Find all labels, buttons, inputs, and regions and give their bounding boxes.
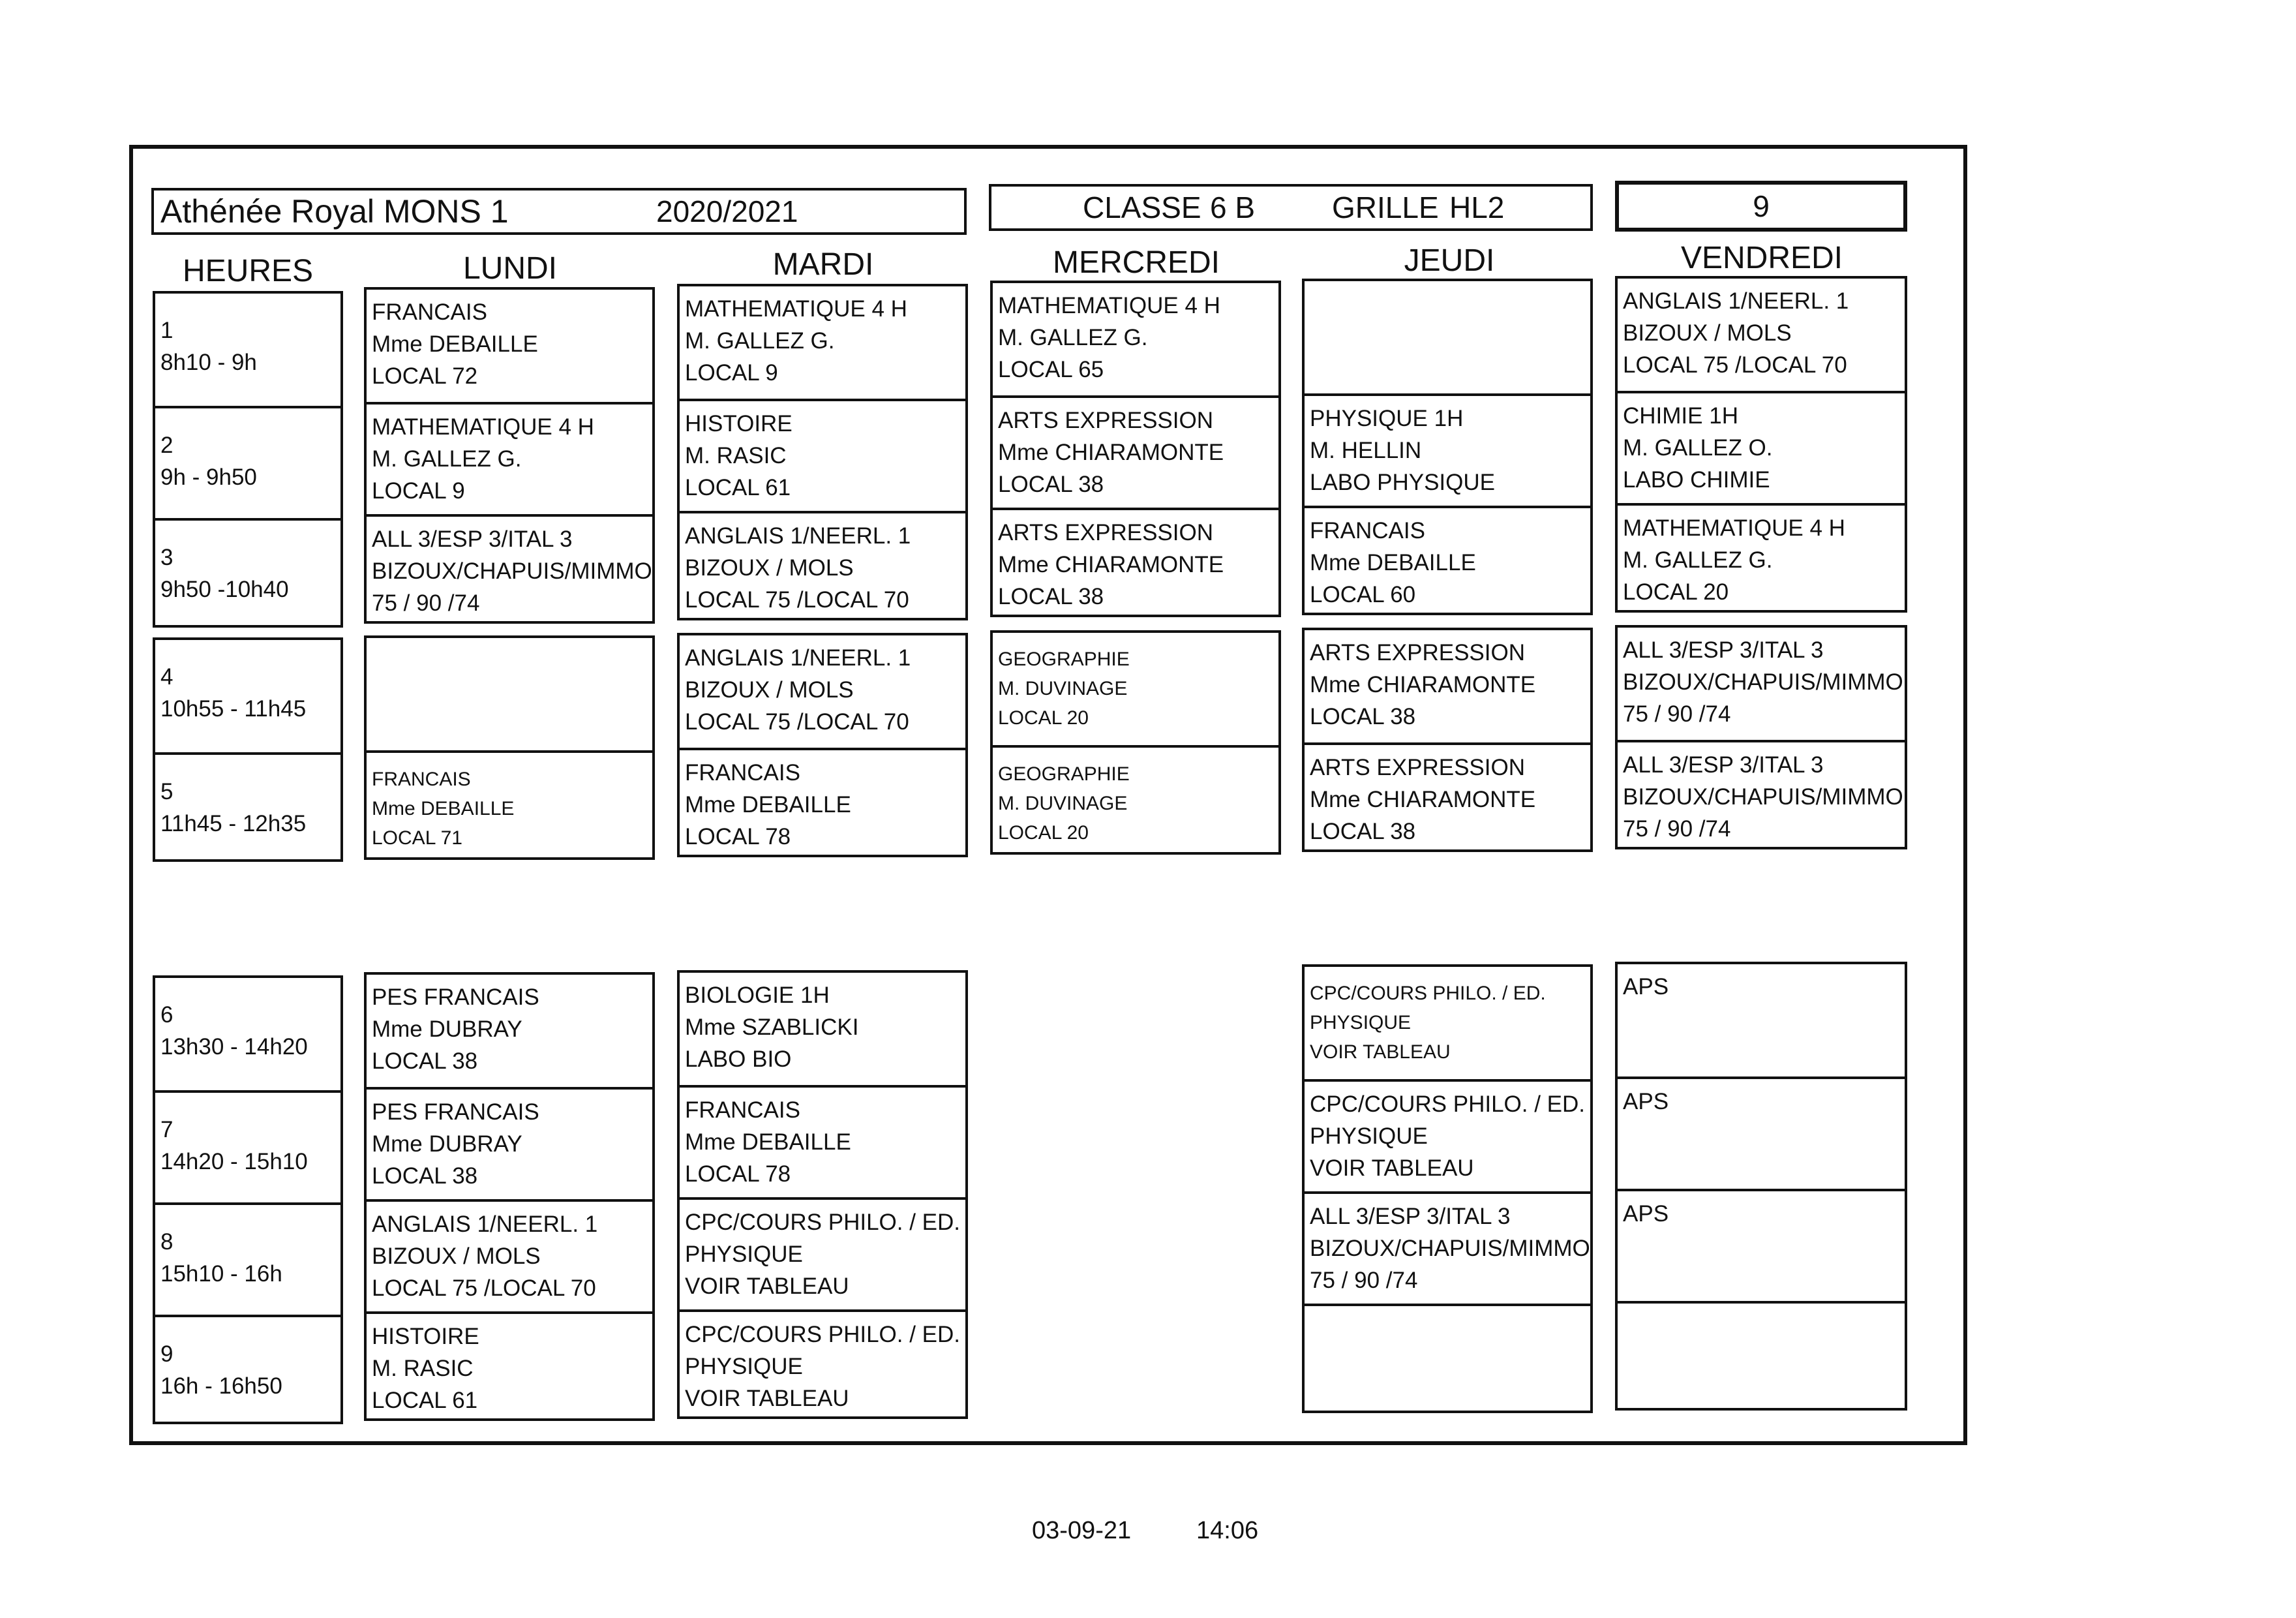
- day-mardi: MARDI: [772, 247, 874, 282]
- jeudi-block: [1302, 279, 1593, 615]
- lesson-subject: HISTOIRE: [372, 1324, 479, 1349]
- lesson-cell-lundi: [367, 975, 652, 1087]
- lesson-teacher: Mme CHIARAMONTE: [998, 552, 1224, 577]
- lesson-cell-mercredi: [993, 508, 1278, 620]
- lesson-room: VOIR TABLEAU: [685, 1386, 849, 1411]
- hour-number: 3: [160, 545, 174, 570]
- lesson-cell-jeudi: [1305, 393, 1590, 506]
- lesson-room: LOCAL 61: [685, 475, 791, 500]
- lesson-cell-mardi: [680, 1309, 965, 1422]
- lesson-cell-jeudi: [1305, 630, 1590, 742]
- lesson-subject: CPC/COURS PHILO. / ED.: [1310, 1091, 1586, 1117]
- lesson-cell-vendredi: [1618, 1076, 1905, 1189]
- hour-number: 1: [160, 318, 174, 343]
- jeudi-block: [1302, 628, 1593, 852]
- lesson-teacher: M. GALLEZ G.: [998, 325, 1148, 350]
- lesson-teacher: PHYSIQUE: [685, 1354, 803, 1379]
- lesson-cell-mercredi: [993, 745, 1278, 857]
- lesson-cell-mardi: [680, 399, 965, 511]
- print-date: 03-09-21: [1032, 1517, 1132, 1544]
- lesson-teacher: PHYSIQUE: [1310, 1012, 1412, 1033]
- hour-time: 10h55 - 11h45: [160, 696, 307, 722]
- lesson-teacher: M. GALLEZ O.: [1623, 435, 1773, 461]
- lesson-room: LOCAL 20: [998, 822, 1089, 844]
- lesson-subject: BIOLOGIE 1H: [685, 983, 830, 1008]
- lesson-cell-mercredi: [993, 633, 1278, 745]
- lesson-room: LOCAL 61: [372, 1388, 478, 1413]
- lesson-subject: ARTS EXPRESSION: [1310, 640, 1526, 665]
- lesson-cell-vendredi: [1618, 740, 1905, 852]
- lesson-cell-mardi: [680, 973, 965, 1085]
- lesson-subject: MATHEMATIQUE 4 H: [1623, 515, 1845, 541]
- hour-time: 11h45 - 12h35: [160, 811, 307, 836]
- vendredi-block: [1615, 962, 1907, 1411]
- day-vendredi: VENDREDI: [1680, 241, 1843, 275]
- lesson-subject: MATHEMATIQUE 4 H: [685, 296, 907, 322]
- hour-time: 16h - 16h50: [160, 1373, 282, 1399]
- lesson-subject: CPC/COURS PHILO. / ED.: [1310, 983, 1546, 1004]
- lesson-room: LOCAL 65: [998, 357, 1104, 382]
- lesson-cell-vendredi: [1618, 964, 1905, 1076]
- lesson-cell-vendredi: [1618, 1301, 1905, 1413]
- day-mercredi: MERCREDI: [1052, 245, 1220, 280]
- lesson-cell-lundi: [367, 1311, 652, 1424]
- lesson-cell-lundi: [367, 1087, 652, 1199]
- lesson-teacher: M. GALLEZ G.: [1623, 547, 1773, 573]
- lesson-cell-vendredi: [1618, 1189, 1905, 1301]
- lesson-teacher: M. DUVINAGE: [998, 793, 1128, 814]
- grid-label: GRILLE: [1332, 191, 1439, 224]
- lesson-teacher: BIZOUX/CHAPUIS/MIMMO: [1310, 1236, 1590, 1261]
- lesson-cell-jeudi: [1305, 281, 1590, 393]
- lesson-room: LOCAL 38: [372, 1048, 478, 1074]
- lesson-room: LOCAL 75 /LOCAL 70: [685, 587, 909, 613]
- lesson-room: LOCAL 38: [1310, 819, 1416, 844]
- lesson-cell-mardi: [680, 511, 965, 623]
- hour-time: 8h10 - 9h: [160, 350, 257, 375]
- lesson-cell-mercredi: [993, 395, 1278, 508]
- lesson-room: LOCAL 75 /LOCAL 70: [372, 1275, 596, 1301]
- lesson-subject: ANGLAIS 1/NEERL. 1: [1623, 288, 1849, 314]
- lesson-subject: FRANCAIS: [372, 299, 487, 325]
- lesson-subject: ANGLAIS 1/NEERL. 1: [685, 523, 911, 549]
- print-time: 14:06: [1196, 1517, 1259, 1544]
- hour-number: 4: [160, 664, 174, 690]
- lesson-room: VOIR TABLEAU: [1310, 1041, 1451, 1063]
- lesson-teacher: Mme SZABLICKI: [685, 1015, 859, 1040]
- lesson-room: LOCAL 9: [372, 478, 465, 504]
- heures-block: [153, 291, 343, 628]
- lesson-cell-jeudi: [1305, 506, 1590, 618]
- hour-cell: [155, 752, 340, 864]
- hour-cell: [155, 640, 340, 752]
- jeudi-block: [1302, 964, 1593, 1413]
- lesson-subject: GEOGRAPHIE: [998, 763, 1130, 785]
- lesson-room: LOCAL 72: [372, 363, 478, 389]
- lesson-cell-lundi: [367, 402, 652, 514]
- lesson-cell-vendredi: [1618, 503, 1905, 615]
- lesson-subject: PES FRANCAIS: [372, 985, 539, 1010]
- lesson-cell-jeudi: [1305, 742, 1590, 855]
- mercredi-block: [990, 630, 1281, 855]
- hour-number: 2: [160, 433, 174, 458]
- lesson-teacher: BIZOUX / MOLS: [685, 555, 854, 581]
- lesson-teacher: Mme DUBRAY: [372, 1016, 522, 1042]
- hour-time: 13h30 - 14h20: [160, 1034, 308, 1060]
- lesson-room: LABO CHIMIE: [1623, 467, 1770, 493]
- lesson-subject: PES FRANCAIS: [372, 1099, 539, 1125]
- hour-cell: [155, 294, 340, 406]
- lesson-cell-mardi: [680, 635, 965, 748]
- lesson-cell-vendredi: [1618, 391, 1905, 503]
- lesson-subject: ANGLAIS 1/NEERL. 1: [372, 1212, 598, 1237]
- hour-time: 14h20 - 15h10: [160, 1149, 308, 1174]
- lesson-cell-jeudi: [1305, 1079, 1590, 1191]
- heures-block: [153, 637, 343, 862]
- lesson-subject: CPC/COURS PHILO. / ED.: [685, 1210, 961, 1235]
- lesson-subject: FRANCAIS: [685, 760, 800, 786]
- lesson-teacher: M. DUVINAGE: [998, 678, 1128, 699]
- hour-cell: [155, 518, 340, 630]
- day-jeudi: JEUDI: [1404, 243, 1495, 278]
- lesson-teacher: BIZOUX / MOLS: [372, 1244, 541, 1269]
- lesson-teacher: Mme DEBAILLE: [372, 798, 515, 819]
- lesson-subject: MATHEMATIQUE 4 H: [372, 414, 594, 440]
- vendredi-block: [1615, 276, 1907, 613]
- hour-number: 7: [160, 1117, 174, 1142]
- hour-time: 9h50 -10h40: [160, 577, 289, 602]
- lesson-teacher: M. RASIC: [685, 443, 787, 468]
- lesson-teacher: M. GALLEZ G.: [372, 446, 522, 472]
- lesson-cell-vendredi: [1618, 628, 1905, 740]
- lesson-teacher: Mme DEBAILLE: [372, 331, 538, 357]
- lesson-subject: CPC/COURS PHILO. / ED.: [685, 1322, 961, 1347]
- hour-cell: [155, 1202, 340, 1315]
- mercredi-block: [990, 281, 1281, 617]
- lesson-subject: APS: [1623, 1089, 1669, 1114]
- school-header: [151, 188, 967, 235]
- lesson-room: LOCAL 20: [998, 707, 1089, 729]
- lesson-teacher: M. RASIC: [372, 1356, 474, 1381]
- hour-number: 8: [160, 1229, 174, 1255]
- lesson-room: LOCAL 60: [1310, 582, 1416, 607]
- lesson-subject: ALL 3/ESP 3/ITAL 3: [372, 527, 573, 552]
- lesson-subject: CHIMIE 1H: [1623, 403, 1738, 429]
- lesson-cell-jeudi: [1305, 967, 1590, 1079]
- lesson-cell-lundi: [367, 750, 652, 862]
- lesson-room: LOCAL 38: [998, 584, 1104, 609]
- lesson-teacher: PHYSIQUE: [1310, 1123, 1428, 1149]
- lesson-teacher: Mme DEBAILLE: [685, 792, 851, 817]
- lesson-room: LOCAL 9: [685, 360, 778, 386]
- lesson-subject: GEOGRAPHIE: [998, 649, 1130, 670]
- mardi-block: [677, 970, 968, 1419]
- lesson-teacher: Mme DEBAILLE: [685, 1129, 851, 1155]
- lesson-subject: ALL 3/ESP 3/ITAL 3: [1623, 637, 1824, 663]
- lesson-cell-lundi: [367, 514, 652, 626]
- lundi-block: [364, 287, 655, 624]
- hour-cell: [155, 978, 340, 1090]
- lesson-room: 75 / 90 /74: [1310, 1268, 1418, 1293]
- hour-number: 9: [160, 1341, 174, 1367]
- lesson-room: 75 / 90 /74: [1623, 816, 1731, 842]
- lundi-block: [364, 972, 655, 1421]
- lesson-room: VOIR TABLEAU: [1310, 1155, 1474, 1181]
- class-label: CLASSE: [1083, 191, 1201, 224]
- hour-cell: [155, 406, 340, 518]
- lesson-teacher: PHYSIQUE: [685, 1242, 803, 1267]
- hour-time: 15h10 - 16h: [160, 1261, 282, 1287]
- lesson-room: LOCAL 75 /LOCAL 70: [685, 709, 909, 735]
- lesson-cell-lundi: [367, 1199, 652, 1311]
- lesson-subject: HISTOIRE: [685, 411, 793, 436]
- lesson-cell-lundi: [367, 638, 652, 750]
- day-lundi: LUNDI: [462, 251, 558, 286]
- mardi-block: [677, 284, 968, 620]
- lesson-cell-mardi: [680, 286, 965, 399]
- lesson-room: LOCAL 75 /LOCAL 70: [1623, 352, 1847, 378]
- lundi-block: [364, 635, 655, 860]
- lesson-room: LABO BIO: [685, 1046, 792, 1072]
- hour-time: 9h - 9h50: [160, 465, 257, 490]
- lesson-room: LABO PHYSIQUE: [1310, 470, 1495, 495]
- school-year: 2020/2021: [656, 194, 798, 228]
- lesson-room: LOCAL 71: [372, 827, 462, 849]
- lesson-teacher: BIZOUX/CHAPUIS/MIMMO: [1623, 669, 1903, 695]
- lesson-subject: ARTS EXPRESSION: [1310, 755, 1526, 780]
- lesson-teacher: Mme DUBRAY: [372, 1131, 522, 1157]
- lesson-room: VOIR TABLEAU: [685, 1274, 849, 1299]
- lesson-room: LOCAL 20: [1623, 579, 1729, 605]
- heures-block: [153, 975, 343, 1424]
- lesson-teacher: BIZOUX/CHAPUIS/MIMMO: [1623, 784, 1903, 810]
- lesson-teacher: Mme CHIARAMONTE: [1310, 787, 1536, 812]
- lesson-cell-mercredi: [993, 283, 1278, 395]
- lesson-cell-lundi: [367, 290, 652, 402]
- number-header: [1615, 181, 1907, 232]
- lesson-teacher: M. GALLEZ G.: [685, 328, 835, 354]
- lesson-subject: PHYSIQUE 1H: [1310, 406, 1464, 431]
- lesson-teacher: BIZOUX/CHAPUIS/MIMMO: [372, 558, 652, 584]
- lesson-room: LOCAL 78: [685, 1161, 791, 1187]
- lesson-subject: MATHEMATIQUE 4 H: [998, 293, 1220, 318]
- lesson-teacher: Mme DEBAILLE: [1310, 550, 1476, 575]
- lesson-room: LOCAL 78: [685, 824, 791, 849]
- lesson-room: LOCAL 38: [372, 1163, 478, 1189]
- lesson-teacher: Mme CHIARAMONTE: [998, 440, 1224, 465]
- lesson-teacher: Mme CHIARAMONTE: [1310, 672, 1536, 697]
- lesson-room: LOCAL 38: [1310, 704, 1416, 729]
- school-name: Athénée Royal MONS 1: [160, 193, 509, 230]
- hour-number: 6: [160, 1002, 174, 1028]
- grid-number: 9: [1753, 189, 1770, 223]
- lesson-teacher: BIZOUX / MOLS: [685, 677, 854, 703]
- lesson-teacher: BIZOUX / MOLS: [1623, 320, 1792, 346]
- lesson-subject: ARTS EXPRESSION: [998, 520, 1214, 545]
- hour-number: 5: [160, 779, 174, 804]
- lesson-cell-jeudi: [1305, 1191, 1590, 1304]
- lesson-teacher: M. HELLIN: [1310, 438, 1422, 463]
- lesson-subject: ANGLAIS 1/NEERL. 1: [685, 645, 911, 671]
- hour-cell: [155, 1090, 340, 1202]
- lesson-room: LOCAL 38: [998, 472, 1104, 497]
- lesson-subject: ARTS EXPRESSION: [998, 408, 1214, 433]
- lesson-room: 75 / 90 /74: [372, 590, 480, 616]
- day-heures: HEURES: [182, 254, 314, 288]
- lesson-cell-mardi: [680, 748, 965, 860]
- lesson-subject: FRANCAIS: [372, 769, 471, 790]
- vendredi-block: [1615, 625, 1907, 849]
- lesson-subject: APS: [1623, 1201, 1669, 1227]
- lesson-subject: APS: [1623, 974, 1669, 1000]
- class-value: 6 B: [1210, 191, 1256, 224]
- hour-cell: [155, 1315, 340, 1427]
- grid-value: HL2: [1449, 191, 1505, 224]
- lesson-subject: ALL 3/ESP 3/ITAL 3: [1310, 1204, 1511, 1229]
- lesson-room: 75 / 90 /74: [1623, 701, 1731, 727]
- mardi-block: [677, 633, 968, 857]
- lesson-subject: ALL 3/ESP 3/ITAL 3: [1623, 752, 1824, 778]
- class-header: [989, 184, 1593, 231]
- lesson-cell-mardi: [680, 1085, 965, 1197]
- lesson-subject: FRANCAIS: [685, 1097, 800, 1123]
- lesson-subject: FRANCAIS: [1310, 518, 1425, 543]
- lesson-cell-jeudi: [1305, 1304, 1590, 1416]
- lesson-cell-mardi: [680, 1197, 965, 1309]
- lesson-cell-vendredi: [1618, 279, 1905, 391]
